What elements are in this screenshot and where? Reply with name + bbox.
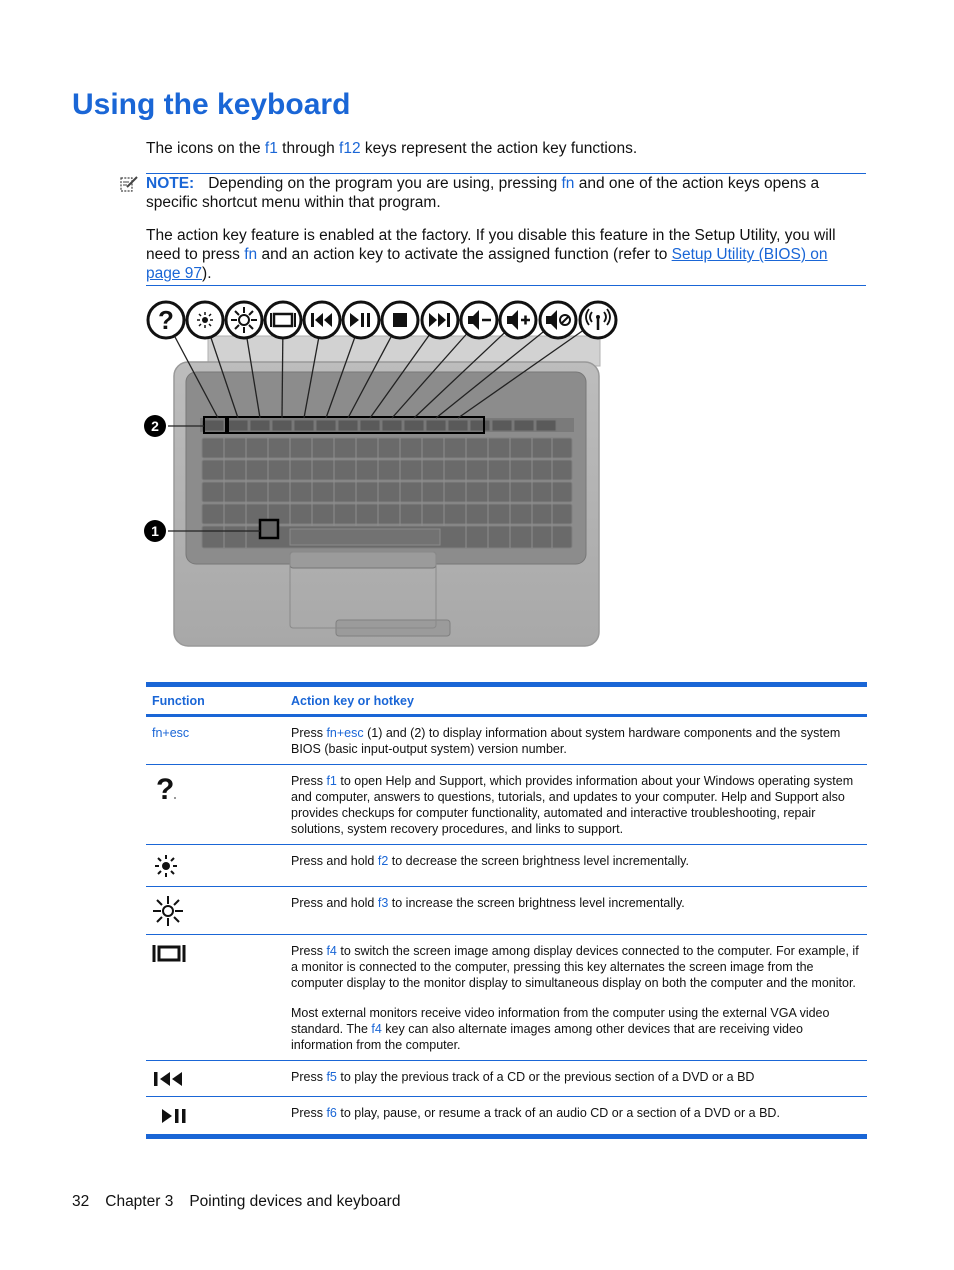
brightness-up-icon bbox=[152, 895, 184, 927]
page-footer bbox=[72, 1193, 416, 1211]
note-label: NOTE: bbox=[146, 175, 195, 192]
key-f1: f1 bbox=[264, 140, 278, 157]
description-cell: Press and hold f3 to increase the screen brightness level incrementally. bbox=[285, 887, 867, 935]
help-icon bbox=[152, 773, 180, 803]
action-icon-row bbox=[148, 302, 616, 338]
key-name: f5 bbox=[326, 1070, 337, 1084]
function-cell bbox=[146, 845, 285, 887]
display-switch-icon bbox=[152, 943, 186, 965]
brightness-down-icon bbox=[152, 853, 180, 879]
setup-utility-link[interactable]: Setup Utility (BIOS) on page 97 bbox=[146, 246, 828, 282]
table-row bbox=[146, 716, 867, 765]
function-keys bbox=[202, 420, 556, 431]
intro-paragraph bbox=[146, 139, 866, 158]
callout-2 bbox=[144, 415, 166, 437]
intro-text-1: The icons on the bbox=[146, 140, 265, 157]
description-cell: Press and hold f2 to decrease the screen brightness level incrementally. bbox=[285, 845, 867, 887]
play-pause-icon bbox=[152, 1105, 188, 1127]
chapter-title: Pointing devices and keyboard bbox=[189, 1193, 401, 1210]
callout-1 bbox=[144, 520, 166, 542]
callout-1-label: 1 bbox=[151, 523, 159, 539]
chapter-label: Chapter 3 bbox=[105, 1193, 174, 1210]
keyboard-illustration bbox=[138, 296, 638, 652]
spacebar bbox=[290, 529, 440, 545]
table-row bbox=[146, 1061, 867, 1097]
key-f12: f12 bbox=[339, 140, 361, 157]
note-text-2: and one of the action keys opens a specific shortcut menu within that program. bbox=[146, 175, 820, 211]
play-pause-icon bbox=[343, 302, 379, 338]
previous-track-icon bbox=[304, 302, 340, 338]
column-header-action-key: Action key or hotkey bbox=[285, 685, 867, 716]
key-name: f4 bbox=[326, 944, 337, 958]
note-icon bbox=[119, 175, 139, 193]
brightness-up-icon bbox=[226, 302, 262, 338]
function-cell bbox=[146, 887, 285, 935]
brightness-down-icon bbox=[187, 302, 223, 338]
function-cell bbox=[146, 1061, 285, 1097]
table-row bbox=[146, 845, 867, 887]
key-name: f4 bbox=[371, 1022, 382, 1036]
callout-2-label: 2 bbox=[151, 418, 159, 434]
next-track-icon bbox=[422, 302, 458, 338]
table-row bbox=[146, 1097, 867, 1137]
page-number: 32 bbox=[72, 1193, 90, 1210]
mute-icon bbox=[540, 302, 576, 338]
action-key-paragraph bbox=[146, 226, 866, 286]
fn-key-highlight bbox=[260, 520, 278, 538]
para2-text-2: and an action key to activate the assigned function (refer to bbox=[257, 246, 672, 263]
intro-text-3: keys represent the action key functions. bbox=[360, 140, 638, 157]
description-paragraph: Most external monitors receive video information from the computer using the external VGA video standard. The f4 key can also alternate images among other devices that are receiving video information from the computer. bbox=[291, 1006, 830, 1052]
table-row bbox=[146, 935, 867, 1061]
volume-down-icon bbox=[461, 302, 497, 338]
svg-text:?: ? bbox=[156, 773, 175, 803]
key-name: f2 bbox=[377, 854, 389, 868]
description-cell: Press f5 to play the previous track of a CD or the previous section of a DVD or a BD bbox=[285, 1061, 867, 1097]
note-block bbox=[146, 173, 866, 212]
display-switch-icon bbox=[265, 302, 301, 338]
wireless-icon bbox=[580, 302, 616, 338]
description-cell: Press f6 to play, pause, or resume a track of an audio CD or a section of a DVD or a BD. bbox=[285, 1097, 867, 1137]
svg-text:?: ? bbox=[158, 305, 174, 335]
key-fn: fn bbox=[561, 175, 575, 192]
key-fn: fn bbox=[244, 246, 258, 263]
function-cell bbox=[146, 1097, 285, 1137]
table-row bbox=[146, 765, 867, 845]
function-cell: fn+esc bbox=[146, 716, 285, 765]
touchpad-top bbox=[290, 552, 436, 568]
action-key-table bbox=[146, 682, 867, 1139]
help-icon bbox=[148, 302, 184, 338]
key-name: f6 bbox=[326, 1106, 337, 1120]
function-cell bbox=[146, 935, 285, 1061]
table-header-row bbox=[146, 685, 867, 716]
column-header-function: Function bbox=[146, 685, 285, 716]
key-name: f1 bbox=[326, 774, 337, 788]
description-cell bbox=[285, 935, 867, 1061]
description-cell: Press fn+esc (1) and (2) to display information about system hardware components and the system BIOS (basic input-output system) version number. bbox=[285, 716, 867, 765]
para2-text-1: The action key feature is enabled at the factory. If you disable this feature in the Setup Utility, you will need to press bbox=[146, 227, 836, 263]
description-cell: Press f1 to open Help and Support, which provides information about your Windows operating system and computer, answers to questions, tutorials, and updates to your computer. Help and Support also provides checkups for computer functionality, automated and interactive troubleshooting, repair solutions, system recovery procedures, and links to support. bbox=[285, 765, 867, 845]
note-text-1: Depending on the program you are using, pressing bbox=[208, 175, 562, 192]
para2-text-3: ). bbox=[202, 265, 212, 282]
function-cell bbox=[146, 765, 285, 845]
stop-icon bbox=[382, 302, 418, 338]
key-name: f3 bbox=[377, 896, 389, 910]
previous-track-icon bbox=[152, 1069, 188, 1089]
table-row bbox=[146, 887, 867, 935]
key-name: fn+esc bbox=[326, 726, 364, 740]
volume-up-icon bbox=[500, 302, 536, 338]
page-title: Using the keyboard bbox=[72, 88, 351, 121]
description-paragraph: Press f4 to switch the screen image among display devices connected to the computer. For example, if a monitor is connected to the computer, pressing this key alternates the screen image from the computer display to the monitor display to simultaneous display on both the computer and the monitor. bbox=[291, 944, 859, 990]
intro-text-2: through bbox=[277, 140, 340, 157]
